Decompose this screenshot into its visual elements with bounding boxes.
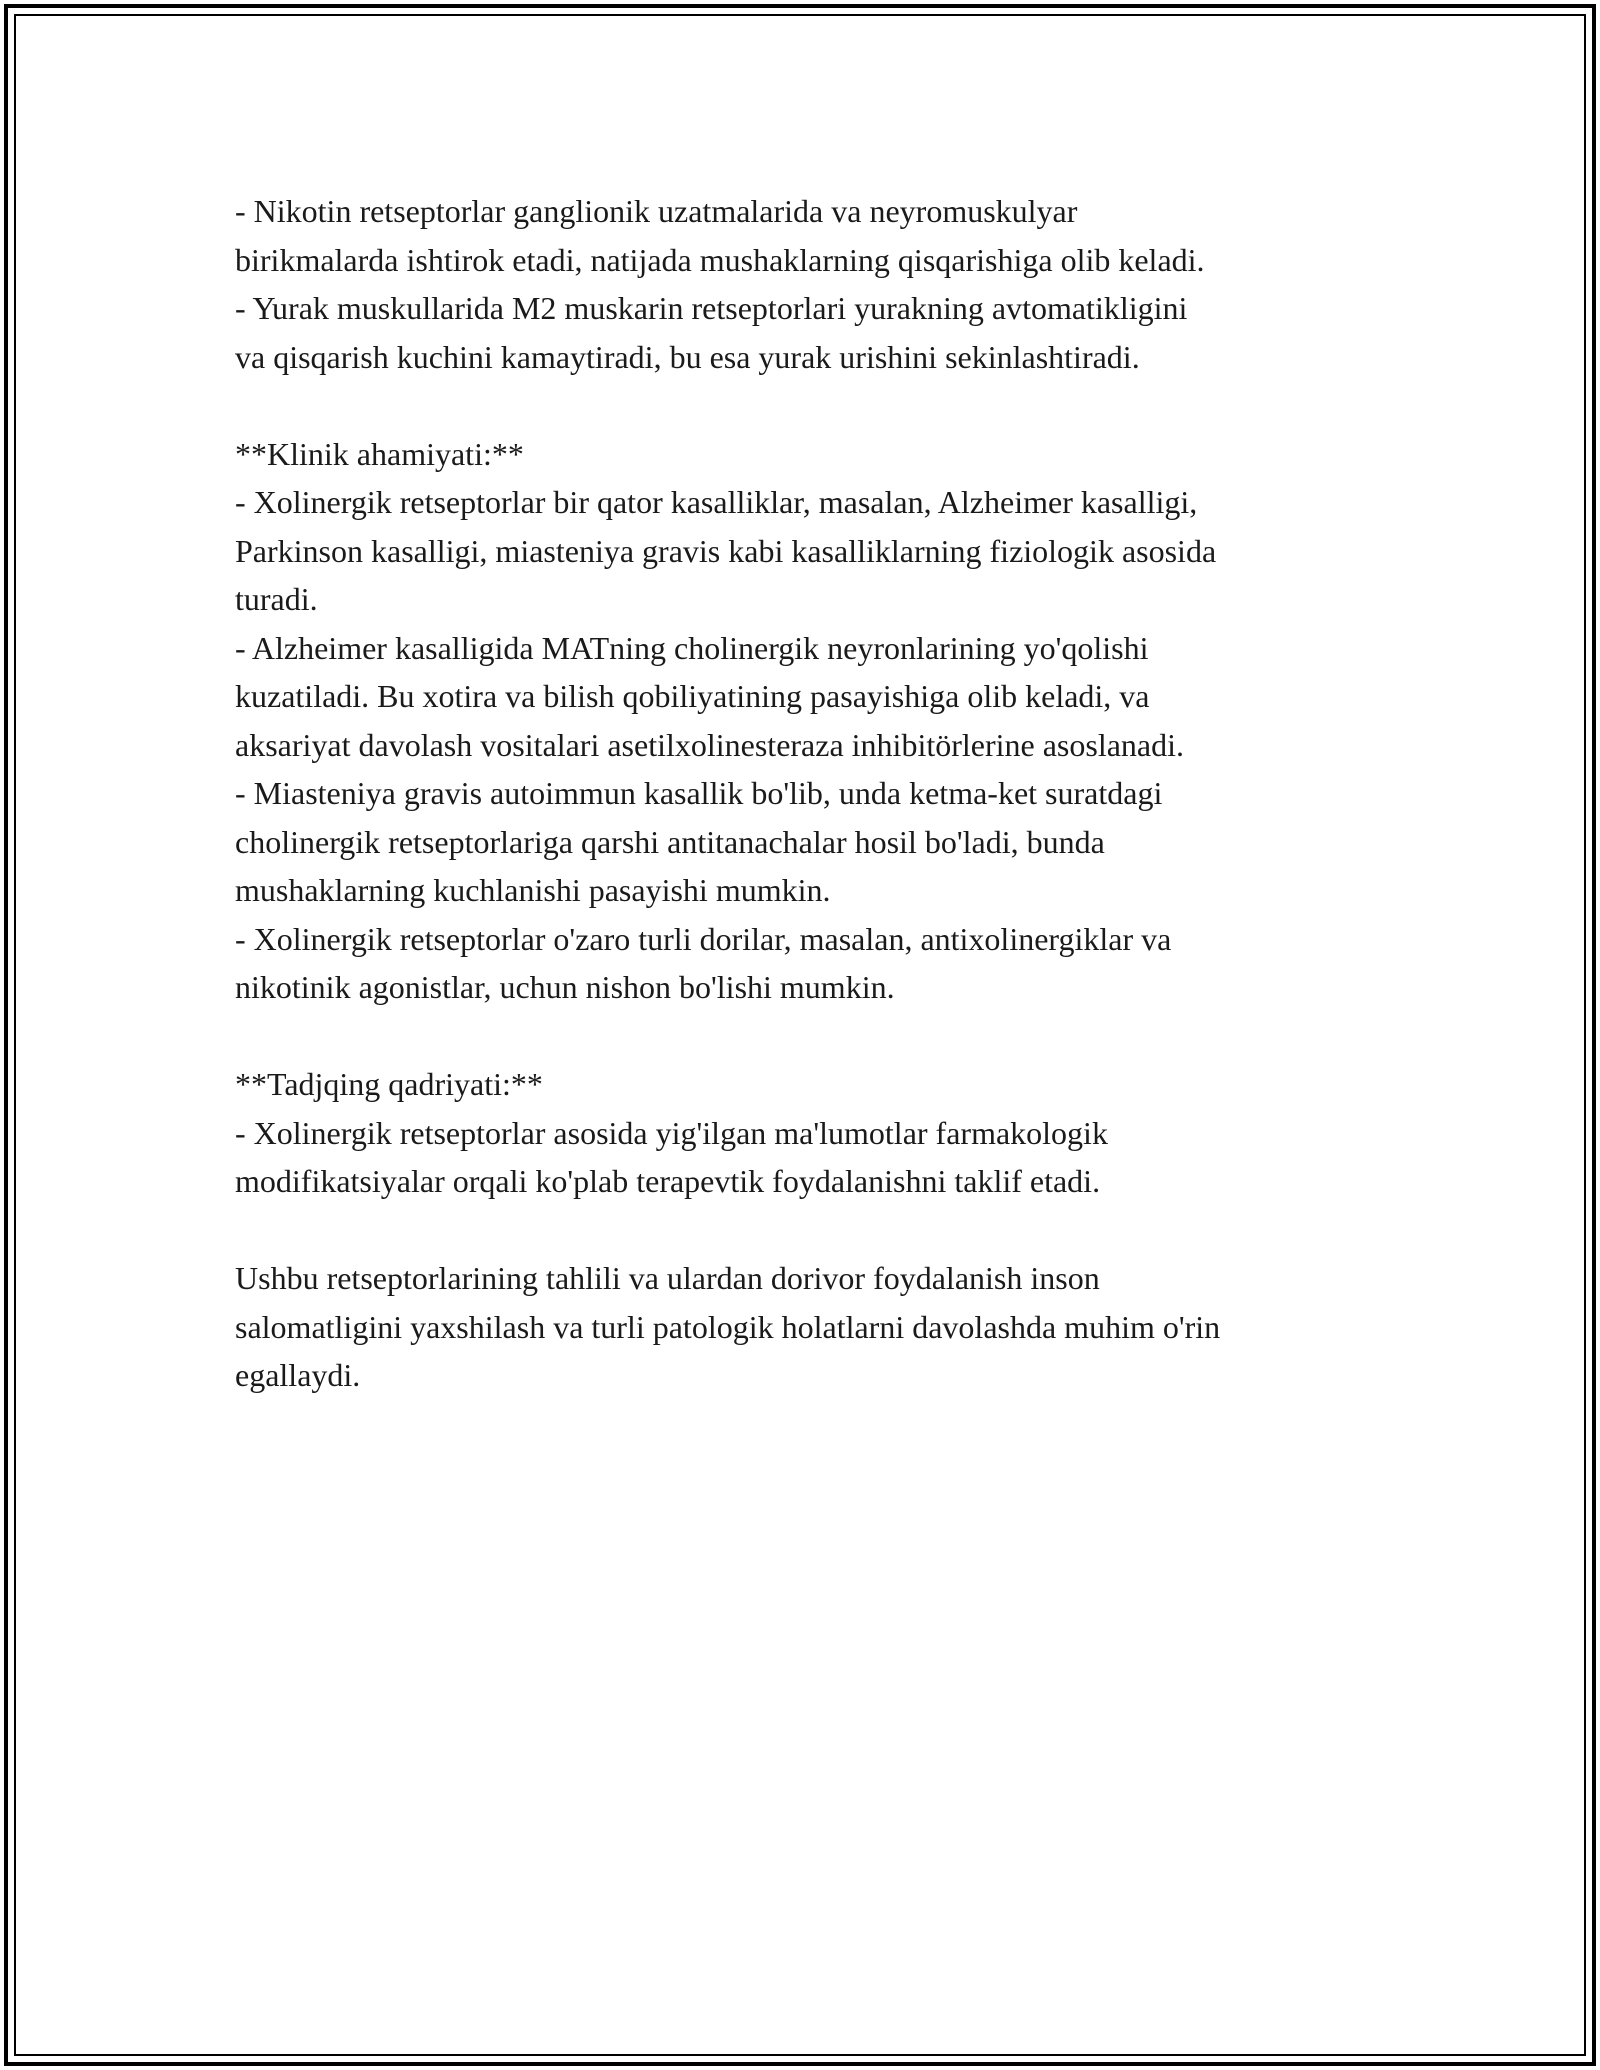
paragraph-spacer (235, 1012, 1395, 1061)
text-line: va qisqarish kuchini kamaytiradi, bu esa yurak urishini sekinlashtiradi. (235, 338, 1140, 375)
text-line: - Xolinergik retseptorlar asosida yig'ilgan ma'lumotlar farmakologik (235, 1114, 1108, 1151)
text-line: birikmalarda ishtirok etadi, natijada mushaklarning qisqarishiga olib keladi. (235, 241, 1205, 278)
text-line: nikotinik agonistlar, uchun nishon bo'lishi mumkin. (235, 969, 895, 1005)
text-line: - Nikotin retseptorlar ganglionik uzatmalarida va neyromuskulyar (235, 193, 1078, 229)
text-line: - Miasteniya gravis autoimmun kasallik bo'lib, unda ketma-ket suratdagi (235, 775, 1163, 811)
paragraph-clinical-significance (235, 430, 1395, 1012)
paragraph-receptor-effects (235, 187, 1395, 381)
text-line: aksariyat davolash vositalari asetilxolinesteraza inhibitörlerine asoslanadi. (235, 726, 1185, 763)
paragraph-spacer (235, 1206, 1395, 1255)
text-line: turadi. (235, 581, 318, 617)
paragraph-spacer (235, 381, 1395, 430)
text-line: kuzatiladi. Bu xotira va bilish qobiliyatining pasayishiga olib keladi, va (235, 678, 1150, 714)
section-heading: **Tadjqing qadriyati:** (235, 1066, 543, 1102)
text-line: Parkinson kasalligi, miasteniya gravis kabi kasalliklarning fiziologik asosida (235, 532, 1217, 569)
paragraph-research-value (235, 1060, 1395, 1206)
text-line: cholinergik retseptorlariga qarshi antitanachalar hosil bo'ladi, bunda (235, 823, 1105, 860)
section-heading: **Klinik ahamiyati:** (235, 435, 524, 472)
paragraph-conclusion (235, 1254, 1395, 1400)
text-line: salomatligini yaxshilash va turli patologik holatlarni davolashda muhim o'rin (235, 1308, 1221, 1345)
text-line: modifikatsiyalar orqali ko'plab terapevtik foydalanishni taklif etadi. (235, 1163, 1101, 1199)
text-line: Ushbu retseptorlarining tahlili va ulardan dorivor foydalanish inson (235, 1260, 1100, 1296)
document-body (235, 187, 1395, 1400)
text-line: - Xolinergik retseptorlar bir qator kasalliklar, masalan, Alzheimer kasalligi, (235, 484, 1198, 520)
text-line: mushaklarning kuchlanishi pasayishi mumkin. (235, 872, 831, 908)
text-line: - Alzheimer kasalligida MATning cholinergik neyronlarining yo'qolishi (235, 629, 1149, 666)
text-line: - Xolinergik retseptorlar o'zaro turli dorilar, masalan, antixolinergiklar va (235, 920, 1172, 957)
text-line: egallaydi. (235, 1357, 361, 1393)
text-line: - Yurak muskullarida M2 muskarin retseptorlari yurakning avtomatikligini (235, 290, 1188, 326)
